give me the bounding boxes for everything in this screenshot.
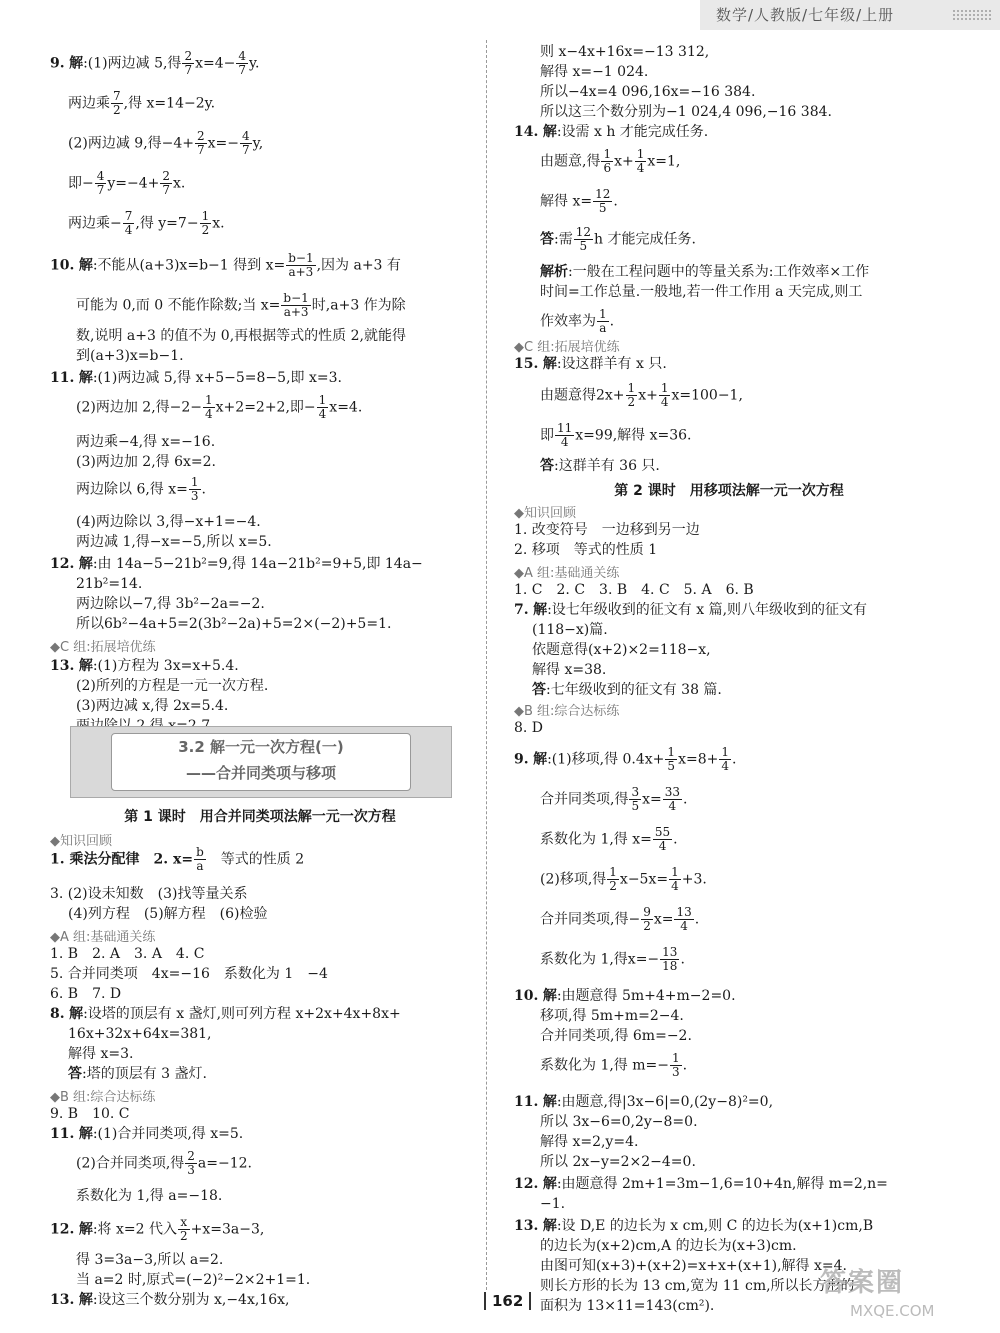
section-knowledge-review: ◆知识回顾 [50,834,112,849]
q14-line4: 答:需 $\frac{12}{5}$ h 才能完成任务. [540,225,696,253]
header-title: 数学/人教版/七年级/上册 [716,6,895,24]
q11-line1: 11. 解:(1)两边减 5,得 x+5−5=8−5,即 x=3. [50,370,342,386]
fraction: $\frac{12}{5}$ [595,187,611,215]
b12-line3: 当 a=2 时,原式=(−2)²−2×2+1=1. [76,1272,311,1288]
b12-line2: 得 3=3a−3,所以 a=2. [76,1252,224,1268]
q10-line3: 数,说明 a+3 的值不为 0,再根据等式的性质 2,就能得 [76,328,406,344]
section-group-c-right: ◆C 组:拓展培优练 [514,340,620,355]
rk2-line: 2. 移项 等式的性质 1 [514,542,658,558]
section-group-b: ◆B 组:综合达标练 [50,1090,156,1105]
rb9-line1: 9. 解:(1)移项,得 0.4x+ $\frac{1}{5}$ x=8+ $\frac{1}{4}$ . [514,745,737,773]
rb13-line3: 由图可知(x+3)+(x+2)=x+x+(x+1),解得 x=4. [540,1258,847,1274]
q12-line2: 21b²=14. [76,576,143,592]
fraction: $\frac{1}{5}$ [667,745,676,773]
fraction: $\frac{11}{4}$ [557,421,573,449]
fraction: $\frac{b-1}{a+3}$ [283,291,309,319]
section-group-b-right: ◆B 组:综合达标练 [514,704,620,719]
rb11-line1: 11. 解:由题意,得|3x−6|=0,(2y−8)²=0, [514,1094,774,1110]
q15-line4: 答:这群羊有 36 只. [540,458,660,474]
fraction: $\frac{9}{2}$ [643,905,651,933]
fraction: $\frac{1}{2}$ [201,209,210,237]
q15-line1: 15. 解:设这群羊有 x 只. [514,356,667,372]
q10-line4: 到(a+3)x=b−1. [76,348,184,364]
fraction: $\frac{55}{4}$ [654,825,671,853]
fraction: $\frac{1}{4}$ [671,865,679,893]
fraction: $\frac{1}{a}$ [599,307,607,335]
q9-line5: 两边乘− $\frac{7}{4}$ ,得 y=7− $\frac{1}{2}$ x. [68,209,225,237]
b11-line3: 系数化为 1,得 a=−18. [76,1188,223,1204]
q15-line2: 由题意得2x+ $\frac{1}{2}$ x+ $\frac{1}{4}$ x=100−1, [540,381,743,409]
fraction: $\frac{b}{a}$ [196,845,204,873]
a8-line2: 16x+32x+64x=381, [68,1026,212,1042]
fraction: $\frac{13}{4}$ [676,905,692,933]
q14-line1: 14. 解:设需 x h 才能完成任务. [514,124,709,140]
k4-line: (4)列方程 (5)解方程 (6)检验 [68,906,268,922]
fraction: $\frac{1}{4}$ [318,393,327,421]
a6-line: 6. B 7. D [50,986,122,1002]
q11-line3: 两边乘−4,得 x=−16. [76,434,216,450]
rk1-line: 1. 改变符号 一边移到另一边 [514,522,700,538]
q13-line3: (3)两边减 x,得 2x=5.4. [76,698,229,714]
fraction: $\frac{4}{7}$ [96,169,105,197]
a8-line3: 解得 x=3. [68,1046,134,1062]
rb13-line5: 面积为 13×11=143(cm²). [540,1298,715,1314]
q11-line7: 两边减 1,得−x=−5,所以 x=5. [76,534,272,550]
fraction: $\frac{2}{7}$ [197,129,205,157]
section-banner-title: 3.2 解一元一次方程(一) ——合并同类项与移项 [111,733,411,791]
fraction: $\frac{4}{7}$ [238,49,246,77]
fraction: $\frac{4}{7}$ [242,129,250,157]
rb13-line2: 的边长为(x+2)cm,A 的边长为(x+3)cm. [540,1238,797,1254]
page-number: 162 [484,1292,531,1310]
fraction: $\frac{1}{6}$ [603,147,612,175]
fraction: $\frac{1}{4}$ [721,745,729,773]
fraction: $\frac{1}{4}$ [205,393,213,421]
rb10-line4: 系数化为 1,得 m=− $\frac{1}{3}$ . [540,1051,688,1079]
fraction: $\frac{b-1}{a+3}$ [288,251,314,279]
rb11-line4: 所以 2x−y=2×2−4=0. [540,1154,696,1170]
k1-line: 1. 乘法分配律 2. x= $\frac{b}{a}$ 等式的性质 2 [50,845,305,873]
b13-line1: 13. 解:设这三个数分别为 x,−4x,16x, [50,1292,290,1308]
rb10-line1: 10. 解:由题意得 5m+4+m−2=0. [514,988,736,1004]
fraction: $\frac{1}{3}$ [672,1051,680,1079]
fraction: $\frac{7}{4}$ [124,209,133,237]
q12-line4: 所以6b²−4a+5=2(3b²−2a)+5=2×(−2)+5=1. [76,616,392,632]
q10-line1: 10. 解:不能从(a+3)x=b−1 得到 x= $\frac{b-1}{a+3}$ ,因为 a+3 有 [50,251,401,279]
rb13-line1: 13. 解:设 D,E 的边长为 x cm,则 C 的边长为(x+1)cm,B [514,1218,874,1234]
rb13-line4: 则长方形的长为 13 cm,宽为 11 cm,所以长方形的 [540,1278,855,1294]
section-knowledge-review-right: ◆知识回顾 [514,506,576,521]
ra7-line3: 依题意得(x+2)×2=118−x, [532,642,711,658]
q15-line3: 即 $\frac{11}{4}$ x=99,解得 x=36. [540,421,692,449]
b12-line1: 12. 解:将 x=2 代入 $\frac{x}{2}$ +x=3a−3, [50,1215,265,1243]
q14-analysis-line1: 解析:一般在工程问题中的等量关系为:工作效率×工作 [540,264,870,280]
q12-line1: 12. 解:由 14a−5−21b²=9,得 14a−21b²=9+5,即 14a− [50,556,423,572]
b9-line: 9. B 10. C [50,1106,130,1122]
q14-line2: 由题意,得 $\frac{1}{6}$ x+ $\frac{1}{4}$ x=1, [540,147,681,175]
a5-line: 5. 合并同类项 4x=−16 系数化为 1 −4 [50,966,328,982]
fraction: $\frac{7}{2}$ [113,89,121,117]
q11-line5: 两边除以 6,得 x= $\frac{1}{3}$ . [76,475,206,503]
fraction: $\frac{2}{3}$ [187,1149,195,1177]
a8-line4: 答:塔的顶层有 3 盏灯. [68,1066,207,1082]
q10-line2: 可能为 0,而 0 不能作除数;当 x= $\frac{b-1}{a+3}$ 时,a+3 作为除 [76,291,406,319]
rb11-line2: 所以 3x−6=0,2y−8=0. [540,1114,698,1130]
b11-line2: (2)合并同类项,得 $\frac{2}{3}$ a=−12. [76,1149,252,1177]
q12-line3: 两边除以−7,得 3b²−2a=−2. [76,596,265,612]
running-header [700,0,1000,30]
ra1-line: 1. C 2. C 3. B 4. C 5. A 6. B [514,582,754,598]
q14-line3: 解得 x= $\frac{12}{5}$ . [540,187,618,215]
a8-line1: 8. 解:设塔的顶层有 x 盏灯,则可列方程 x+2x+4x+8x+ [50,1006,401,1022]
k3-line: 3. (2)设未知数 (3)找等量关系 [50,886,248,902]
rb9-line5: 合并同类项,得− $\frac{9}{2}$ x= $\frac{13}{4}$ . [540,905,700,933]
rb9-line6: 系数化为 1,得x=− $\frac{13}{18}$ . [540,945,685,973]
fraction: $\frac{x}{2}$ [179,1215,188,1243]
ra7-line1: 7. 解:设七年级收到的征文有 x 篇,则八年级收到的征文有 [514,602,868,618]
lesson-title-2: 第 2 课时 用移项法解一元一次方程 [614,483,844,499]
rb9-line3: 系数化为 1,得 x= $\frac{55}{4}$ . [540,825,678,853]
rb12-line1: 12. 解:由题意得 2m+1=3m−1,6=10+4n,解得 m=2,n= [514,1176,888,1192]
q13-line1: 13. 解:(1)方程为 3x=x+5.4. [50,658,239,674]
rb9-line4: (2)移项,得 $\frac{1}{2}$ x−5x= $\frac{1}{4}$ +3. [540,865,707,893]
r-line3: 所以−4x=4 096,16x=−16 384. [540,84,756,100]
q13-line2: (2)所列的方程是一元一次方程. [76,678,269,694]
q14-analysis-line3: 作效率为 $\frac{1}{a}$ . [540,307,615,335]
fraction: $\frac{13}{18}$ [662,945,678,973]
fraction: $\frac{12}{5}$ [575,225,591,253]
q14-analysis-line2: 时间=工作总量.一般地,若一件工作用 a 天完成,则工 [540,284,863,300]
rb10-line2: 移项,得 5m+m=2−4. [540,1008,684,1024]
q11-line6: (4)两边除以 3,得−x+1=−4. [76,514,261,530]
r-line1: 则 x−4x+16x=−13 312, [540,44,710,60]
q9-line2: 两边乘 $\frac{7}{2}$ ,得 x=14−2y. [68,89,216,117]
ra7-line5: 答:七年级收到的征文有 38 篇. [532,682,722,698]
ra7-line4: 解得 x=38. [532,662,607,678]
header-dot-pattern [952,9,992,21]
fraction: $\frac{2}{7}$ [162,169,171,197]
column-divider [486,40,487,1290]
fraction: $\frac{1}{4}$ [660,381,669,409]
section-group-a-right: ◆A 组:基础通关练 [514,566,620,581]
q9-line1: 9. 解:(1)两边减 5,得 $\frac{2}{7}$ x=4− $\frac{4}{7}$ y. [50,49,260,77]
fraction: $\frac{33}{4}$ [664,785,681,813]
fraction: $\frac{1}{4}$ [636,147,645,175]
q11-line2: (2)两边加 2,得−2− $\frac{1}{4}$ x+2=2+2,即− $\frac{1}{4}$ x=4. [76,393,363,421]
fraction: $\frac{3}{5}$ [631,785,640,813]
watermark-site: MXQE.COM [850,1302,935,1320]
rb10-line3: 合并同类项,得 6m=−2. [540,1028,692,1044]
fraction: $\frac{1}{3}$ [190,475,199,503]
q11-line4: (3)两边加 2,得 6x=2. [76,454,216,470]
lesson-title-1: 第 1 课时 用合并同类项法解一元一次方程 [124,809,396,825]
rb12-line2: −1. [540,1196,566,1212]
q9-line4: 即− $\frac{4}{7}$ y=−4+ $\frac{2}{7}$ x. [68,169,186,197]
section-group-a: ◆A 组:基础通关练 [50,930,156,945]
fraction: $\frac{1}{2}$ [609,865,617,893]
watermark-logo: 答案圈 [820,1268,905,1298]
a1-line: 1. B 2. A 3. A 4. C [50,946,205,962]
rb11-line3: 解得 x=2,y=4. [540,1134,639,1150]
fraction: $\frac{2}{7}$ [184,49,193,77]
section-group-c: ◆C 组:拓展培优练 [50,640,156,655]
rb8-line: 8. D [514,720,544,736]
ra7-line2: (118−x)篇. [532,622,608,638]
q9-line3: (2)两边减 9,得−4+ $\frac{2}{7}$ x=− $\frac{4}{7}$ y, [68,129,264,157]
rb9-line2: 合并同类项,得 $\frac{3}{5}$ x= $\frac{33}{4}$ . [540,785,688,813]
r-line4: 所以这三个数分别为−1 024,4 096,−16 384. [540,104,832,120]
r-line2: 解得 x=−1 024. [540,64,649,80]
fraction: $\frac{1}{2}$ [627,381,636,409]
section-banner [70,726,452,798]
b11-line1: 11. 解:(1)合并同类项,得 x=5. [50,1126,244,1142]
